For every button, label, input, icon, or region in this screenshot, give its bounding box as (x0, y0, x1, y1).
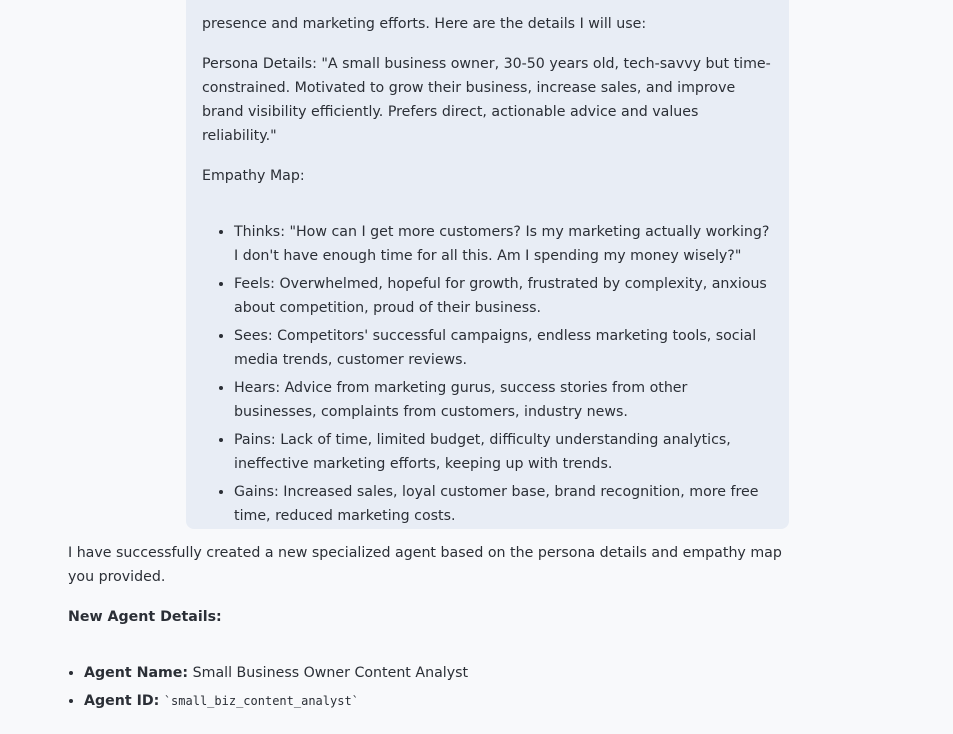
empathy-item-pains: • Pains: Lack of time, limited budget, difficulty understanding analytics, ineffective marketing efforts, keeping up with trends. (234, 428, 773, 476)
user-message-bubble (186, 0, 789, 529)
user-intro-text: presence and marketing efforts. Here are the details I will use: (202, 16, 647, 32)
empathy-item-gains: • Gains: Increased sales, loyal customer base, brand recognition, more free time, reduced marketing costs. (234, 480, 773, 528)
agent-name-item (84, 661, 788, 685)
empathy-map-heading: Empathy Map: (202, 168, 305, 184)
empathy-map-list (202, 220, 773, 528)
agent-id-label: Agent ID: (84, 693, 160, 709)
empathy-item-sees: • Sees: Competitors' successful campaigns, endless marketing tools, social media trends, customer reviews. (234, 324, 773, 372)
agent-name-value: Small Business Owner Content Analyst (192, 665, 469, 681)
empathy-item-hears: • Hears: Advice from marketing gurus, success stories from other businesses, complaints from customers, industry news. (234, 376, 773, 424)
persona-details-text: Persona Details: "A small business owner, 30-50 years old, tech-savvy but time-constrained. Motivated to grow their business, increase sales, and improve brand visibility efficiently. Prefers direct, actionable advice and values reliability." (202, 56, 771, 144)
new-agent-details-heading: New Agent Details: (68, 609, 222, 625)
assistant-summary-text: I have successfully created a new specialized agent based on the persona details and empathy map you provided. (68, 545, 782, 585)
agent-name-label: Agent Name: (84, 665, 189, 681)
agent-details-list (68, 661, 788, 713)
empathy-item-feels: • Feels: Overwhelmed, hopeful for growth, frustrated by complexity, anxious about competition, proud of their business. (234, 272, 773, 320)
agent-id-value: `small_biz_content_analyst` (163, 694, 359, 708)
empathy-item-thinks: • Thinks: "How can I get more customers? Is my marketing actually working? I don't have enough time for all this. Am I spending my money wisely?" (234, 220, 773, 268)
assistant-message (68, 541, 788, 717)
agent-id-item (84, 689, 788, 713)
